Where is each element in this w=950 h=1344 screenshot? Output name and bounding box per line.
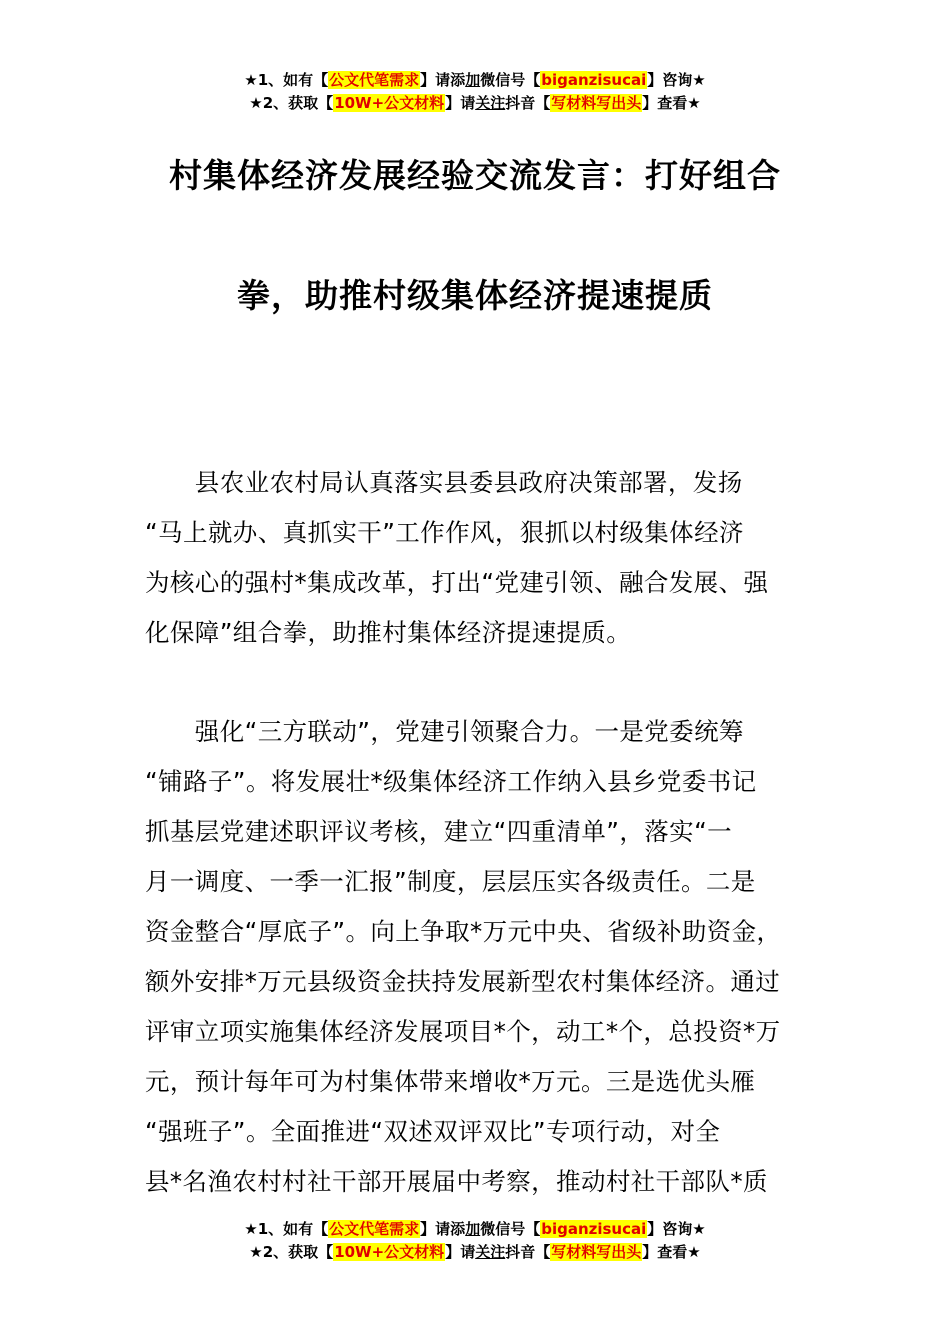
promo-banner-top (0, 69, 950, 115)
underlined-text: 关注 (475, 94, 506, 112)
promo-text: 】请 (445, 1243, 476, 1261)
highlight-text: 10W+公文材料 (334, 94, 445, 112)
text-line: “铺路子”。将发展壮*级集体经济工作纳入县乡党委书记 (145, 767, 757, 796)
text-line: 评审立项实施集体经济发展项目*个，动工*个，总投资*万 (145, 1017, 781, 1046)
text-line: 抓基层党建述职评议考核，建立“四重清单”，落实“一 (145, 817, 733, 846)
promo-text: 抖音【 (505, 1243, 551, 1261)
promo-text: 】请添 (420, 71, 466, 89)
promo-text: 】查看★ (642, 94, 701, 112)
text-line: 化保障”组合拳，助推村集体经济提速提质。 (145, 618, 632, 647)
highlight-text: 10W+公文材料 (334, 1243, 445, 1261)
promo-text: 微信号【 (480, 1220, 541, 1238)
promo-line-1 (0, 69, 950, 92)
paragraph-intro (145, 458, 835, 658)
promo-banner-bottom (0, 1218, 950, 1264)
text-line: 元，预计每年可为村集体带来增收*万元。三是选优头雁 (145, 1067, 756, 1096)
wechat-id-highlight: biganzisucai (541, 1220, 647, 1238)
underlined-text: 关注 (475, 1243, 506, 1261)
highlight-text: 公文代笔需求 (329, 1220, 420, 1238)
text-line: 为核心的强村*集成改革，打出“党建引领、融合发展、强 (145, 568, 769, 597)
underlined-text: 加 (465, 1220, 481, 1238)
text-line: 强化“三方联动”，党建引领聚合力。一是党委统筹 (145, 717, 744, 746)
wechat-id-highlight: biganzisucai (541, 71, 647, 89)
text-line: 额外安排*万元县级资金扶持发展新型农村集体经济。通过 (145, 967, 781, 996)
douyin-id-highlight: 写材料写出头 (551, 94, 642, 112)
text-line: “强班子”。全面推进“双述双评双比”专项行动，对全 (145, 1117, 721, 1146)
douyin-id-highlight: 写材料写出头 (551, 1243, 642, 1261)
promo-text: ★1、如有【 (244, 71, 329, 89)
text-line: 县*名渔农村村社干部开展届中考察，推动村社干部队*质 (145, 1167, 768, 1196)
promo-text: ★2、获取【 (249, 94, 334, 112)
document-title-line-1: 村集体经济发展经验交流发言：打好组合 (169, 156, 781, 195)
document-title-line-2: 拳，助推村级集体经济提速提质 (237, 276, 713, 315)
highlight-text: 公文代笔需求 (329, 71, 420, 89)
promo-text: 】咨询★ (647, 71, 706, 89)
promo-text: ★1、如有【 (244, 1220, 329, 1238)
promo-text: 】查看★ (642, 1243, 701, 1261)
promo-text: ★2、获取【 (249, 1243, 334, 1261)
promo-text: 】咨询★ (647, 1220, 706, 1238)
promo-text: 微信号【 (480, 71, 541, 89)
text-line: 县农业农村局认真落实县委县政府决策部署，发扬 (145, 468, 743, 497)
paragraph-party-leadership (145, 707, 835, 1207)
text-line: 资金整合“厚底子”。向上争取*万元中央、省级补助资金， (145, 917, 782, 946)
promo-line-1 (0, 1218, 950, 1241)
promo-text: 抖音【 (505, 94, 551, 112)
underlined-text: 加 (465, 71, 481, 89)
promo-line-2 (0, 92, 950, 115)
promo-text: 】请 (445, 94, 476, 112)
text-line: “马上就办、真抓实干”工作作风，狠抓以村级集体经济 (145, 518, 744, 547)
promo-line-2 (0, 1241, 950, 1264)
text-line: 月一调度、一季一汇报”制度，层层压实各级责任。二是 (145, 867, 756, 896)
promo-text: 】请添 (420, 1220, 466, 1238)
